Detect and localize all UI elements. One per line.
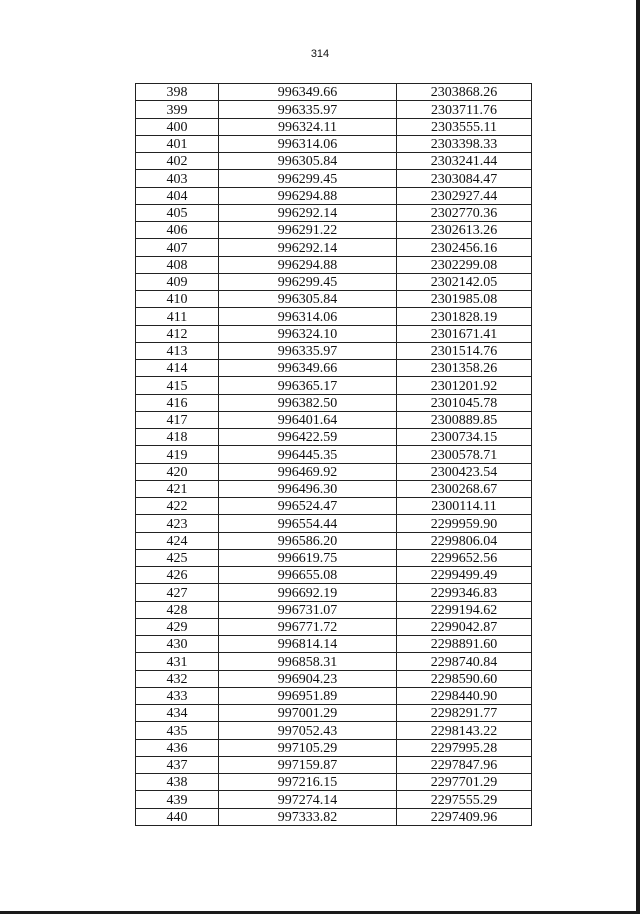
point-id-cell: 429 — [136, 618, 219, 635]
y-coordinate-cell: 2301358.26 — [397, 360, 532, 377]
y-coordinate-cell: 2303555.11 — [397, 118, 532, 135]
x-coordinate-cell: 996291.22 — [219, 222, 397, 239]
point-id-cell: 424 — [136, 532, 219, 549]
table-row — [136, 360, 532, 377]
x-coordinate-cell: 996496.30 — [219, 480, 397, 497]
table-row — [136, 411, 532, 428]
point-id-cell: 439 — [136, 791, 219, 808]
y-coordinate-cell: 2303398.33 — [397, 135, 532, 152]
table-row — [136, 256, 532, 273]
y-coordinate-cell: 2299959.90 — [397, 515, 532, 532]
x-coordinate-cell: 997216.15 — [219, 774, 397, 791]
table-row — [136, 532, 532, 549]
y-coordinate-cell: 2300578.71 — [397, 446, 532, 463]
x-coordinate-cell: 996554.44 — [219, 515, 397, 532]
point-id-cell: 412 — [136, 325, 219, 342]
point-id-cell: 437 — [136, 756, 219, 773]
y-coordinate-cell: 2301514.76 — [397, 342, 532, 359]
point-id-cell: 431 — [136, 653, 219, 670]
point-id-cell: 411 — [136, 308, 219, 325]
table-row — [136, 670, 532, 687]
y-coordinate-cell: 2302927.44 — [397, 187, 532, 204]
point-id-cell: 404 — [136, 187, 219, 204]
table-row — [136, 498, 532, 515]
point-id-cell: 416 — [136, 394, 219, 411]
x-coordinate-cell: 997052.43 — [219, 722, 397, 739]
coordinates-table-body — [136, 84, 532, 826]
x-coordinate-cell: 996619.75 — [219, 549, 397, 566]
y-coordinate-cell: 2303084.47 — [397, 170, 532, 187]
y-coordinate-cell: 2297847.96 — [397, 756, 532, 773]
table-row — [136, 204, 532, 221]
x-coordinate-cell: 997001.29 — [219, 705, 397, 722]
x-coordinate-cell: 996365.17 — [219, 377, 397, 394]
point-id-cell: 407 — [136, 239, 219, 256]
point-id-cell: 409 — [136, 273, 219, 290]
x-coordinate-cell: 996586.20 — [219, 532, 397, 549]
y-coordinate-cell: 2297555.29 — [397, 791, 532, 808]
x-coordinate-cell: 996858.31 — [219, 653, 397, 670]
table-row — [136, 480, 532, 497]
table-row — [136, 515, 532, 532]
table-row — [136, 222, 532, 239]
table-row — [136, 118, 532, 135]
table-row — [136, 187, 532, 204]
point-id-cell: 417 — [136, 411, 219, 428]
y-coordinate-cell: 2303241.44 — [397, 153, 532, 170]
x-coordinate-cell: 996335.97 — [219, 342, 397, 359]
table-row — [136, 101, 532, 118]
table-row — [136, 756, 532, 773]
table-row — [136, 808, 532, 825]
x-coordinate-cell: 996335.97 — [219, 101, 397, 118]
y-coordinate-cell: 2300734.15 — [397, 429, 532, 446]
y-coordinate-cell: 2299042.87 — [397, 618, 532, 635]
table-row — [136, 636, 532, 653]
x-coordinate-cell: 996324.11 — [219, 118, 397, 135]
x-coordinate-cell: 997159.87 — [219, 756, 397, 773]
y-coordinate-cell: 2298740.84 — [397, 653, 532, 670]
point-id-cell: 435 — [136, 722, 219, 739]
point-id-cell: 418 — [136, 429, 219, 446]
table-row — [136, 135, 532, 152]
table-row — [136, 463, 532, 480]
x-coordinate-cell: 996469.92 — [219, 463, 397, 480]
x-coordinate-cell: 996294.88 — [219, 187, 397, 204]
y-coordinate-cell: 2300268.67 — [397, 480, 532, 497]
table-row — [136, 308, 532, 325]
x-coordinate-cell: 996324.10 — [219, 325, 397, 342]
point-id-cell: 420 — [136, 463, 219, 480]
point-id-cell: 425 — [136, 549, 219, 566]
table-row — [136, 342, 532, 359]
table-row — [136, 239, 532, 256]
y-coordinate-cell: 2300114.11 — [397, 498, 532, 515]
x-coordinate-cell: 997333.82 — [219, 808, 397, 825]
y-coordinate-cell: 2299806.04 — [397, 532, 532, 549]
x-coordinate-cell: 996349.66 — [219, 360, 397, 377]
table-row — [136, 394, 532, 411]
table-row — [136, 377, 532, 394]
point-id-cell: 426 — [136, 567, 219, 584]
point-id-cell: 432 — [136, 670, 219, 687]
table-row — [136, 705, 532, 722]
y-coordinate-cell: 2297409.96 — [397, 808, 532, 825]
table-row — [136, 584, 532, 601]
x-coordinate-cell: 996314.06 — [219, 135, 397, 152]
x-coordinate-cell: 996314.06 — [219, 308, 397, 325]
point-id-cell: 399 — [136, 101, 219, 118]
x-coordinate-cell: 996524.47 — [219, 498, 397, 515]
x-coordinate-cell: 996299.45 — [219, 170, 397, 187]
y-coordinate-cell: 2303711.76 — [397, 101, 532, 118]
x-coordinate-cell: 996904.23 — [219, 670, 397, 687]
table-row — [136, 291, 532, 308]
point-id-cell: 430 — [136, 636, 219, 653]
x-coordinate-cell: 996771.72 — [219, 618, 397, 635]
table-row — [136, 739, 532, 756]
table-row — [136, 653, 532, 670]
y-coordinate-cell: 2301201.92 — [397, 377, 532, 394]
x-coordinate-cell: 996382.50 — [219, 394, 397, 411]
point-id-cell: 423 — [136, 515, 219, 532]
y-coordinate-cell: 2301671.41 — [397, 325, 532, 342]
y-coordinate-cell: 2301045.78 — [397, 394, 532, 411]
coordinates-table — [135, 83, 532, 826]
x-coordinate-cell: 997105.29 — [219, 739, 397, 756]
y-coordinate-cell: 2298590.60 — [397, 670, 532, 687]
x-coordinate-cell: 996299.45 — [219, 273, 397, 290]
point-id-cell: 403 — [136, 170, 219, 187]
x-coordinate-cell: 996305.84 — [219, 291, 397, 308]
point-id-cell: 400 — [136, 118, 219, 135]
x-coordinate-cell: 996692.19 — [219, 584, 397, 601]
y-coordinate-cell: 2298891.60 — [397, 636, 532, 653]
y-coordinate-cell: 2300423.54 — [397, 463, 532, 480]
table-row — [136, 687, 532, 704]
table-row — [136, 567, 532, 584]
point-id-cell: 402 — [136, 153, 219, 170]
x-coordinate-cell: 996294.88 — [219, 256, 397, 273]
x-coordinate-cell: 996655.08 — [219, 567, 397, 584]
table-row — [136, 84, 532, 101]
y-coordinate-cell: 2299346.83 — [397, 584, 532, 601]
point-id-cell: 436 — [136, 739, 219, 756]
y-coordinate-cell: 2300889.85 — [397, 411, 532, 428]
y-coordinate-cell: 2302456.16 — [397, 239, 532, 256]
x-coordinate-cell: 996445.35 — [219, 446, 397, 463]
point-id-cell: 440 — [136, 808, 219, 825]
y-coordinate-cell: 2298440.90 — [397, 687, 532, 704]
point-id-cell: 422 — [136, 498, 219, 515]
table-row — [136, 153, 532, 170]
y-coordinate-cell: 2302299.08 — [397, 256, 532, 273]
page-edge-right — [636, 0, 640, 914]
y-coordinate-cell: 2301828.19 — [397, 308, 532, 325]
y-coordinate-cell: 2302613.26 — [397, 222, 532, 239]
point-id-cell: 419 — [136, 446, 219, 463]
table-row — [136, 618, 532, 635]
point-id-cell: 434 — [136, 705, 219, 722]
y-coordinate-cell: 2298291.77 — [397, 705, 532, 722]
x-coordinate-cell: 996731.07 — [219, 601, 397, 618]
y-coordinate-cell: 2302142.05 — [397, 273, 532, 290]
y-coordinate-cell: 2303868.26 — [397, 84, 532, 101]
page-number: 314 — [310, 48, 330, 60]
table-row — [136, 601, 532, 618]
x-coordinate-cell: 996292.14 — [219, 239, 397, 256]
point-id-cell: 433 — [136, 687, 219, 704]
point-id-cell: 406 — [136, 222, 219, 239]
point-id-cell: 410 — [136, 291, 219, 308]
point-id-cell: 408 — [136, 256, 219, 273]
table-row — [136, 273, 532, 290]
x-coordinate-cell: 996401.64 — [219, 411, 397, 428]
y-coordinate-cell: 2299652.56 — [397, 549, 532, 566]
table-row — [136, 774, 532, 791]
y-coordinate-cell: 2298143.22 — [397, 722, 532, 739]
point-id-cell: 405 — [136, 204, 219, 221]
y-coordinate-cell: 2302770.36 — [397, 204, 532, 221]
point-id-cell: 398 — [136, 84, 219, 101]
y-coordinate-cell: 2299194.62 — [397, 601, 532, 618]
point-id-cell: 427 — [136, 584, 219, 601]
table-row — [136, 722, 532, 739]
x-coordinate-cell: 996305.84 — [219, 153, 397, 170]
x-coordinate-cell: 996951.89 — [219, 687, 397, 704]
point-id-cell: 421 — [136, 480, 219, 497]
point-id-cell: 415 — [136, 377, 219, 394]
x-coordinate-cell: 996422.59 — [219, 429, 397, 446]
y-coordinate-cell: 2299499.49 — [397, 567, 532, 584]
x-coordinate-cell: 996292.14 — [219, 204, 397, 221]
y-coordinate-cell: 2301985.08 — [397, 291, 532, 308]
table-row — [136, 446, 532, 463]
point-id-cell: 401 — [136, 135, 219, 152]
x-coordinate-cell: 996349.66 — [219, 84, 397, 101]
table-row — [136, 170, 532, 187]
y-coordinate-cell: 2297701.29 — [397, 774, 532, 791]
table-row — [136, 549, 532, 566]
table-row — [136, 791, 532, 808]
x-coordinate-cell: 997274.14 — [219, 791, 397, 808]
point-id-cell: 428 — [136, 601, 219, 618]
x-coordinate-cell: 996814.14 — [219, 636, 397, 653]
point-id-cell: 414 — [136, 360, 219, 377]
table-row — [136, 429, 532, 446]
table-row — [136, 325, 532, 342]
point-id-cell: 438 — [136, 774, 219, 791]
y-coordinate-cell: 2297995.28 — [397, 739, 532, 756]
point-id-cell: 413 — [136, 342, 219, 359]
